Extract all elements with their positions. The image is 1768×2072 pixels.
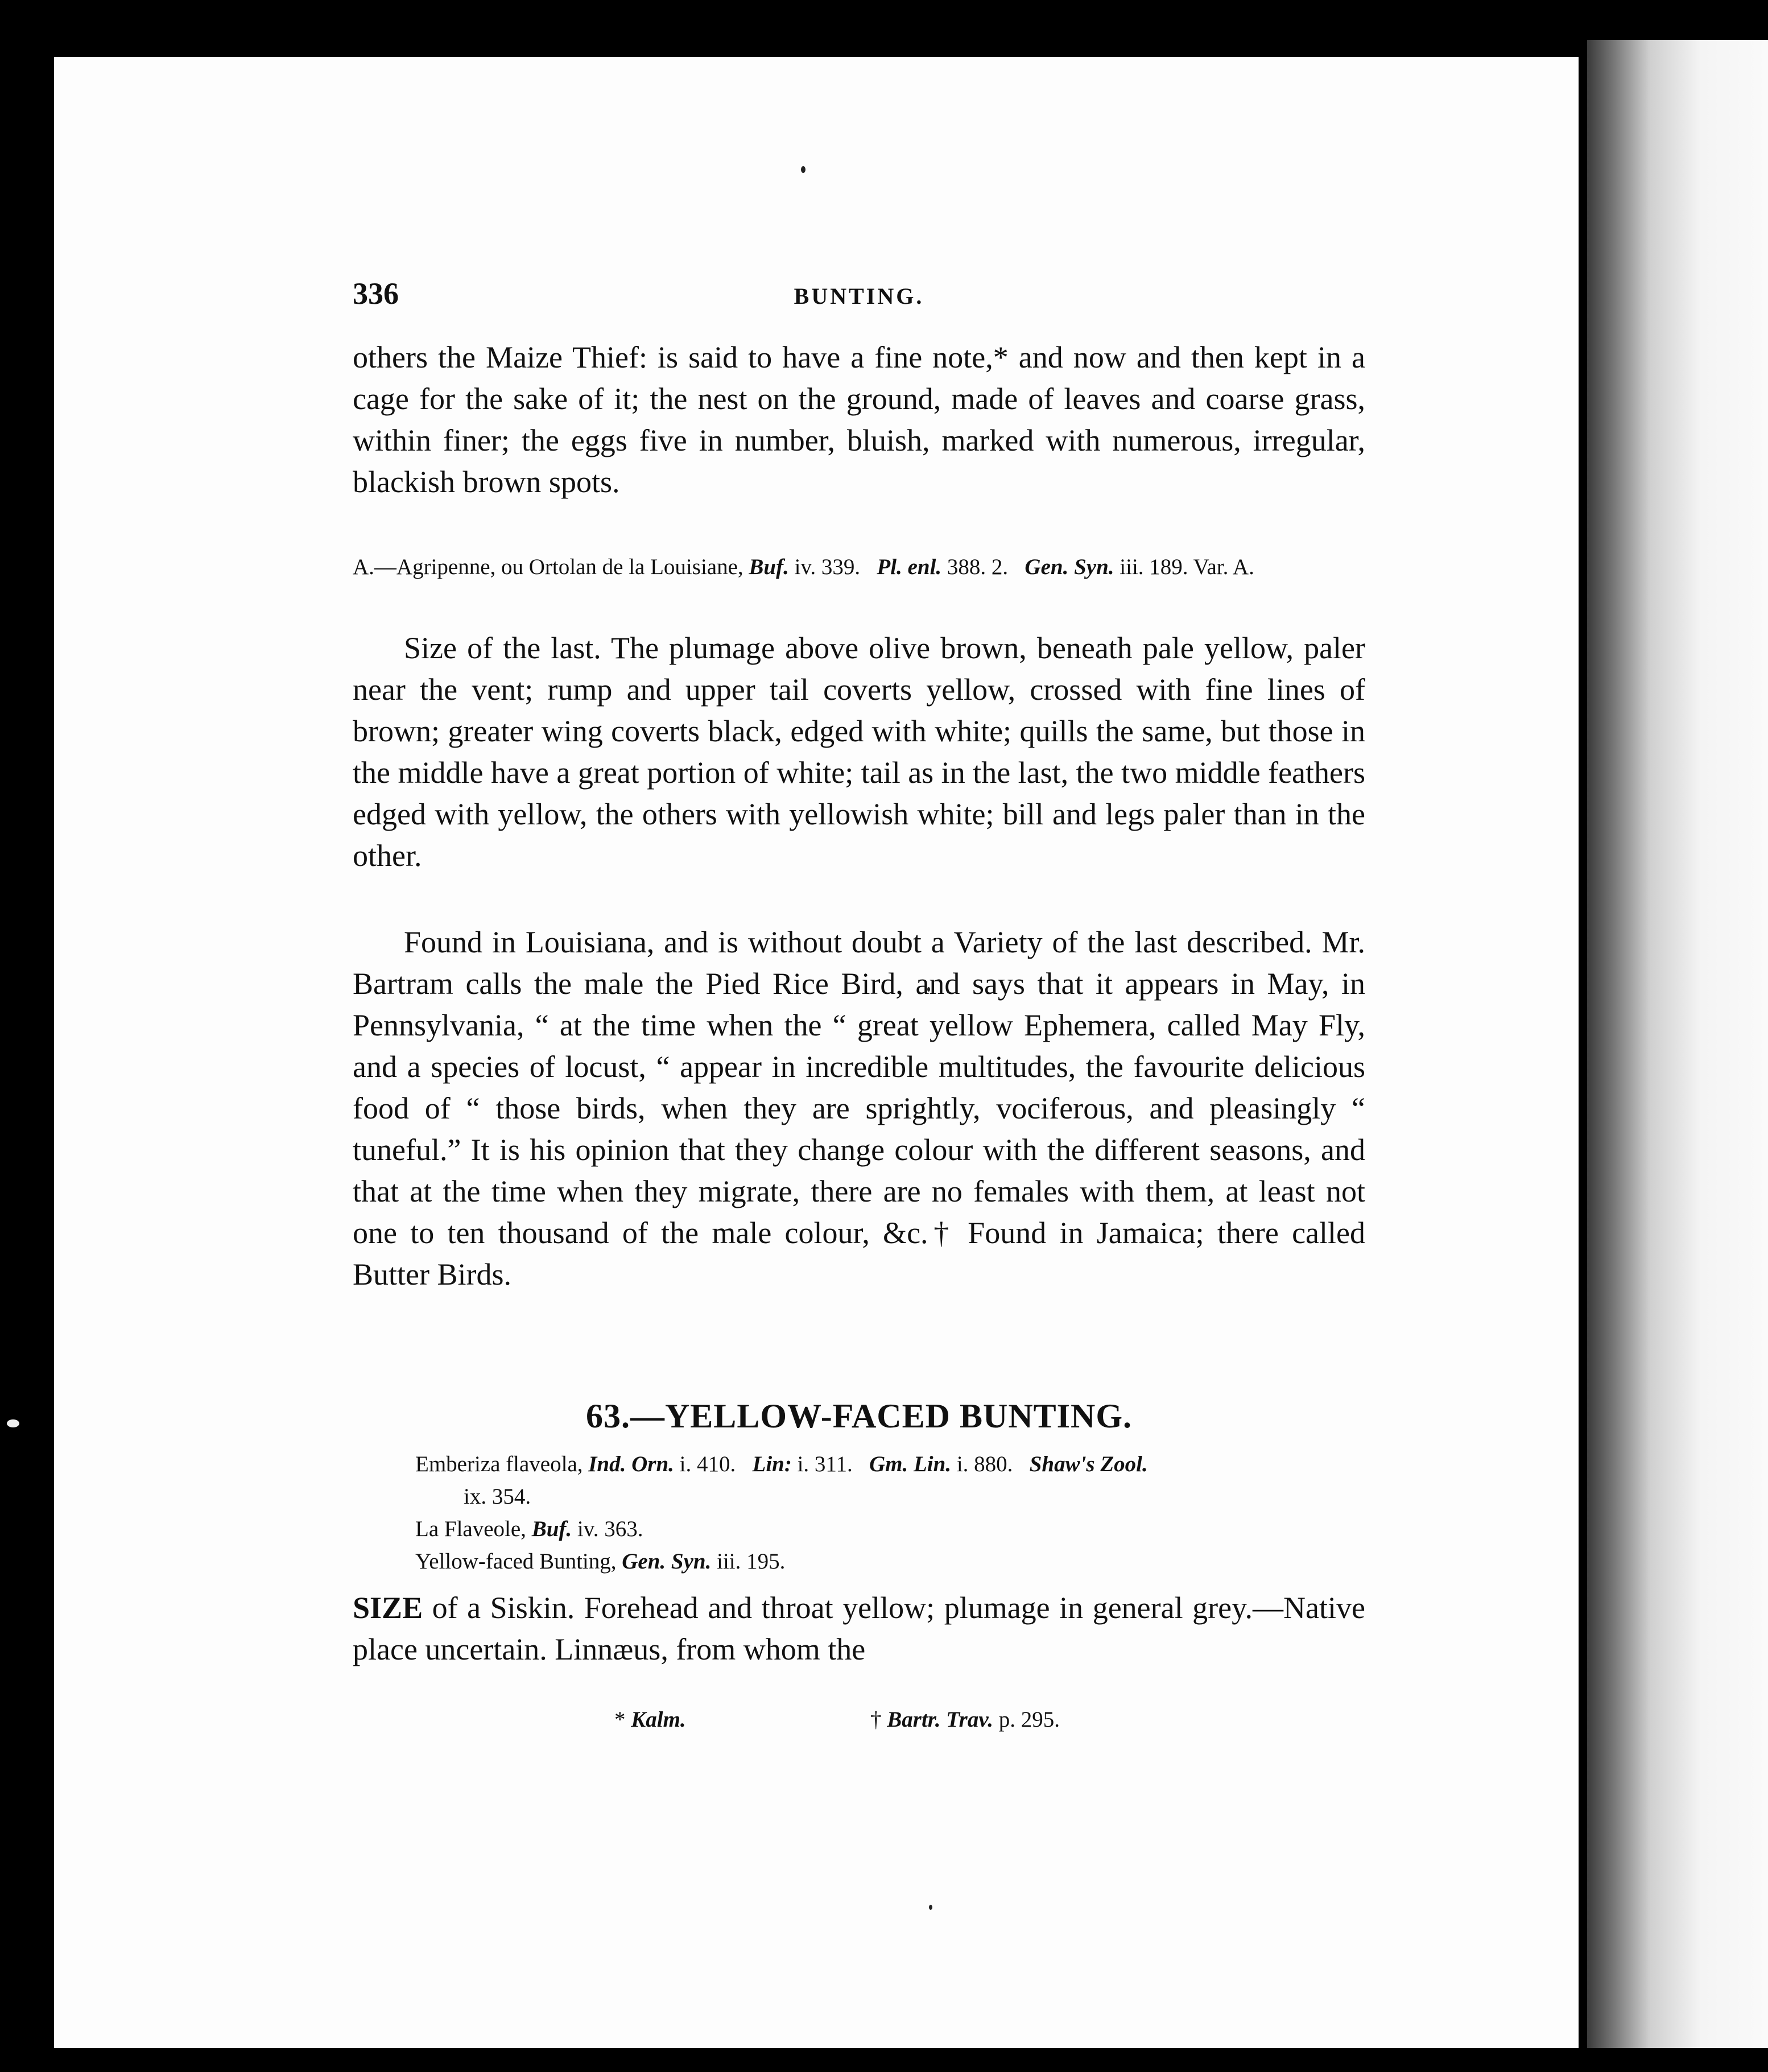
synonym-line-3: [415, 1545, 1314, 1578]
page-header: [353, 276, 1365, 321]
shaw-abbrev: Shaw's Zool.: [1029, 1452, 1148, 1476]
page-number: 336: [353, 276, 399, 311]
species-description: [353, 1587, 1365, 1670]
facing-page-edge: [1587, 40, 1768, 2048]
scan-speck: [7, 1419, 19, 1427]
ind-orn-ref: i. 410.: [679, 1452, 736, 1476]
lin-abbrev: Lin:: [752, 1452, 792, 1476]
opening-paragraph: others the Maize Thief: is said to have a fine note,* and now and then kept in a cage for the sake of it; the nest on the ground, made of leaves and coarse grass, within finer; the eggs five in number, bluish, marked with numerous, irregular, blackish brown spots.: [353, 340, 1365, 499]
pl-enl-ref: 388. 2.: [947, 555, 1009, 579]
footnote-dagger-mark: †: [870, 1707, 882, 1732]
scan-speck: [801, 166, 805, 173]
footnote-dagger-text: Bartr. Trav.: [887, 1707, 993, 1732]
variety-reference: [353, 551, 1365, 584]
synonym-line-1-cont: ix. 354.: [464, 1484, 531, 1509]
species-synonyms: [415, 1448, 1314, 1578]
gen-syn-ref: iii. 195.: [717, 1549, 786, 1574]
synonym-line-2: [415, 1513, 1314, 1545]
gen-syn-abbrev: Gen. Syn.: [622, 1549, 712, 1574]
pl-enl-abbrev: Pl. enl.: [877, 555, 942, 579]
variety-label: A.—Agripenne, ou Ortolan de la Louisiane,: [353, 555, 743, 579]
scan-speck: [929, 1905, 932, 1910]
description-text: of a Siskin. Forehead and throat yellow; plumage in general grey.—Native place uncertain. Linnæus, from whom the: [353, 1591, 1366, 1666]
gm-lin-ref: i. 880.: [956, 1452, 1013, 1476]
variety-description-block: [353, 628, 1365, 877]
buf-ref: iv. 339.: [794, 555, 861, 579]
synonym-name: Emberiza flaveola,: [415, 1452, 583, 1476]
footnote-star-mark: *: [614, 1707, 626, 1732]
footnote-dagger: [870, 1707, 1060, 1732]
variety-distribution-block: [353, 922, 1365, 1295]
footnote-star: [614, 1707, 686, 1732]
description-lead: SIZE: [353, 1591, 423, 1625]
variety-description: Size of the last. The plumage above olive brown, beneath pale yellow, paler near the vent; rump and upper tail coverts yellow, crossed with fine lines of brown; greater wing coverts black, edged with white; quills the same, but those in the middle have a great portion of white; tail as in the last, the two middle feathers edged with yellow, the others with yellowish white; bill and legs paler than in the other.: [353, 631, 1365, 873]
gen-abbrev: Gen.: [1025, 555, 1069, 579]
buf-ref: iv. 363.: [577, 1517, 643, 1541]
lin-ref: i. 311.: [797, 1452, 853, 1476]
buf-abbrev: Buf.: [531, 1517, 572, 1541]
ind-orn-abbrev: Ind. Orn.: [588, 1452, 674, 1476]
gm-lin-abbrev: Gm. Lin.: [869, 1452, 952, 1476]
syn-ref: iii. 189. Var. A.: [1120, 555, 1254, 579]
syn-abbrev: Syn.: [1074, 555, 1114, 579]
synonym-name: La Flaveole,: [415, 1517, 526, 1541]
opening-paragraph-block: [353, 337, 1365, 503]
synonym-name: Yellow-faced Bunting,: [415, 1549, 617, 1574]
species-heading: 63.—YELLOW-FACED BUNTING.: [585, 1397, 1133, 1435]
species-description-block: [353, 1587, 1365, 1670]
variety-distribution: Found in Louisiana, and is without doubt a Variety of the last described. Mr. Bartram calls the male the Pied Rice Bird, and says that it appears in May, in Pennsylvania, “ at the time when the “ great yellow Ephemera, called May Fly, and a species of locust, “ appear in incredible multitudes, the favourite delicious food of “ those birds, when they are sprightly, vociferous, and pleasingly “ tuneful.” It is his opinion that they change colour with the different seasons, and that at the time when they migrate, there are no females with them, at least not one to ten thousand of the male colour, &c.† Found in Jamaica; there called Butter Birds.: [353, 925, 1365, 1291]
synonym-line-1: [415, 1448, 1314, 1480]
buf-abbrev: Buf.: [749, 555, 789, 579]
footnote-star-text: Kalm.: [631, 1707, 686, 1732]
footnote-dagger-page: p. 295.: [998, 1707, 1060, 1732]
running-head: BUNTING.: [794, 283, 924, 309]
